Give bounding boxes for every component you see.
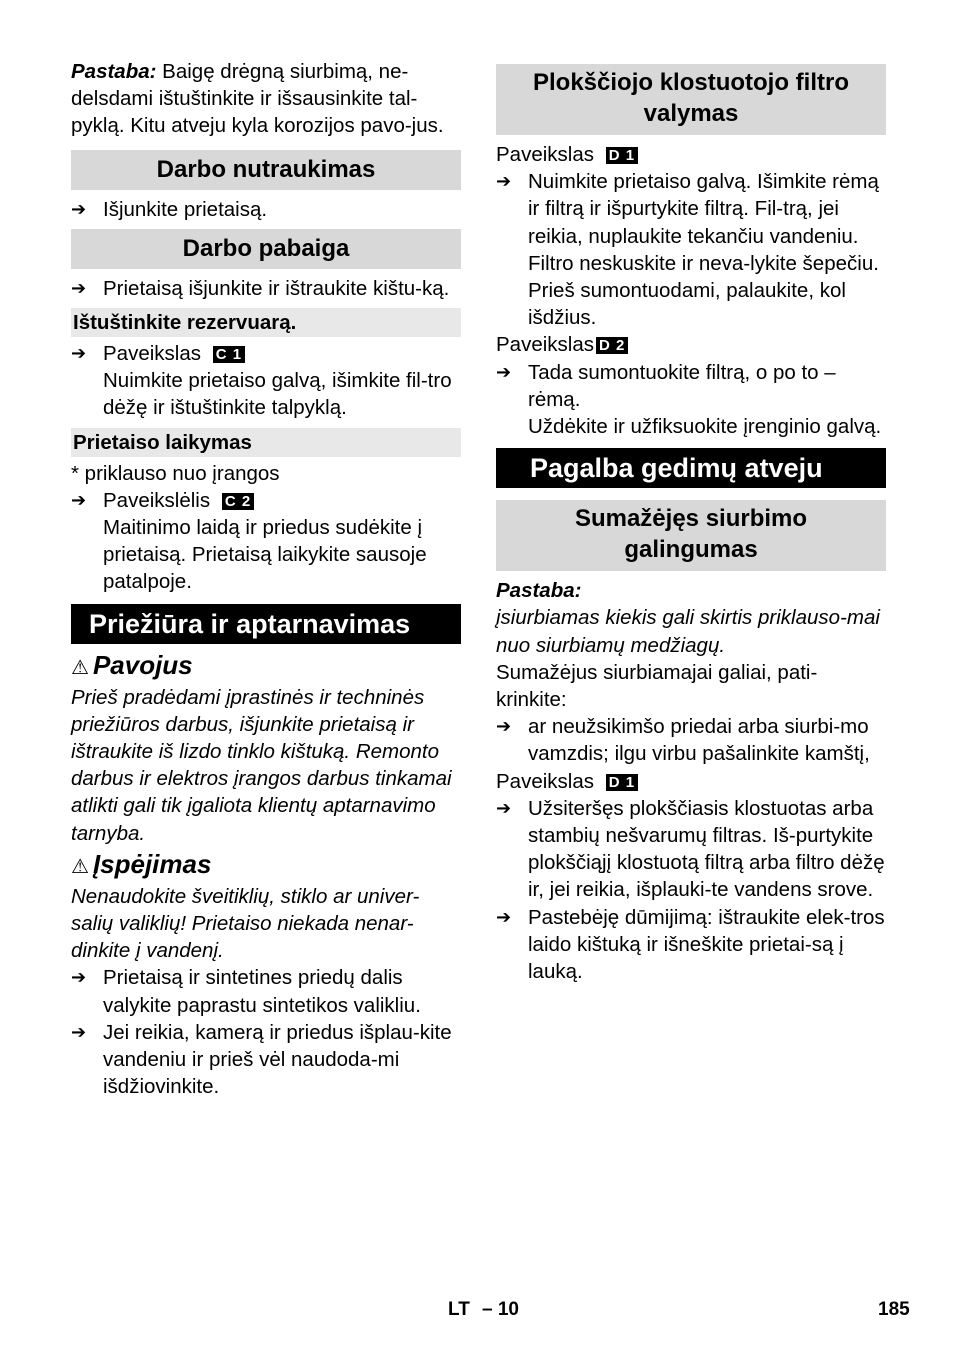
list-item-text: Jei reikia, kamerą ir priedus išplau-kite vandeniu ir prieš vėl naudoda-mi išdžiovinkite. <box>103 1020 452 1099</box>
section-heading-pagalba: Pagalba gedimų atveju <box>496 448 886 488</box>
danger-text: Prieš pradėdami įprastinės ir techninės priežiūros darbus, išjunkite prietaisą ir ištraukite iš lizdo tinklo kištuką. Remonto darbus ir elektros įrangos darbus tinkamai atlikti gali tik įgaliota klientų aptarnavimo tarnyba. <box>71 685 452 845</box>
list-item-text: Pastebėję dūmijimą: ištraukite elek-tros laido kištuką ir išneškite prietai-są į lauką. <box>528 905 885 984</box>
figure-label: Paveikslas <box>496 143 594 166</box>
page-number: 185 <box>878 1299 910 1320</box>
left-column <box>71 58 461 1100</box>
list-item <box>71 964 461 1018</box>
list-item <box>496 713 886 767</box>
note-text: įsiurbiamas kiekis gali skirtis priklauso-mai nuo siurbiamų medžiagų. <box>496 606 880 657</box>
list-item <box>71 1019 461 1101</box>
arrow-right-icon: ➔ <box>496 797 512 818</box>
list-item <box>71 275 461 302</box>
list-item <box>496 168 886 277</box>
warning-triangle-icon: ⚠ <box>71 656 89 679</box>
section-heading-priežiūra: Priežiūra ir aptarnavimas <box>71 604 461 644</box>
body-text: Maitinimo laidą ir priedus sudėkite į prietaisą. Prietaisą laikykite sausoje patalpoje. <box>103 516 427 594</box>
body-text: Uždėkite ir užfiksuokite įrenginio galvą. <box>528 415 882 439</box>
figure-label: Paveikslas <box>103 342 201 366</box>
arrow-right-icon: ➔ <box>496 716 512 737</box>
figure-ref <box>496 331 886 358</box>
note-label: Pastaba: <box>71 60 157 83</box>
list-item-text: ar neužsikimšo priedai arba siurbi-mo vamzdis; ilgu virbu pašalinkite kamštį, <box>528 715 870 766</box>
figure-label: Paveikslėlis <box>103 488 211 512</box>
figure-label: Paveikslas <box>496 333 594 357</box>
list-item <box>496 359 886 413</box>
figure-badge: C 1 <box>213 346 245 363</box>
section-heading-filtro-valymas: Plokščiojo klostuotojo filtro valymas <box>496 64 886 135</box>
list-item <box>71 196 461 223</box>
subheading-istustinkite: Ištuštinkite rezervuarą. <box>71 308 461 337</box>
subheading-prietaiso-laikymas: Prietaiso laikymas <box>71 428 461 457</box>
list-item <box>496 795 886 904</box>
arrow-right-icon: ➔ <box>71 198 87 219</box>
section-heading-darbo-nutraukimas: Darbo nutraukimas <box>71 150 461 190</box>
figure-badge: C 2 <box>222 493 254 510</box>
list-item <box>71 340 461 367</box>
arrow-right-icon: ➔ <box>496 361 512 382</box>
list-item-text: Prietaisą išjunkite ir ištraukite kištu-ką. <box>103 276 450 300</box>
warning-text: Nenaudokite šveitiklių, stiklo ar univer-salių valiklių! Prietaiso niekada nenar-dinkite į vandenį. <box>71 884 420 963</box>
list-item <box>71 487 461 514</box>
right-column <box>496 58 886 985</box>
figure-badge: D 1 <box>606 774 638 791</box>
body-text: Nuimkite prietaiso galvą, išimkite fil-tro dėžę ir ištuštinkite talpyklą. <box>103 369 452 420</box>
footer-local-page: – 10 <box>482 1299 519 1320</box>
figure-ref <box>496 141 886 168</box>
figure-badge: D 1 <box>606 147 638 164</box>
arrow-right-icon: ➔ <box>496 171 512 192</box>
body-text: Sumažėjus siurbiamajai galiai, pati-krinkite: <box>496 660 818 712</box>
list-item-text: Išjunkite prietaisą. <box>103 197 268 221</box>
danger-heading <box>71 650 461 684</box>
section-heading-siurbimo-galingumas: Sumažėjęs siurbimo galingumas <box>496 500 886 571</box>
arrow-right-icon: ➔ <box>71 1021 87 1042</box>
figure-ref <box>496 768 886 795</box>
body-text: Prieš sumontuodami, palaukite, kol išdžius. <box>528 279 846 330</box>
figure-label: Paveikslas <box>496 769 594 793</box>
warning-triangle-icon: ⚠ <box>71 855 89 878</box>
list-item-text: Nuimkite prietaiso galvą. Išimkite rėmą ir filtrą ir išpurtykite filtrą. Fil-trą, jei reikia, nuplaukite tekančiu vandeniu. Filtro neskuskite ir neva-lykite šepečiu. <box>528 170 879 275</box>
arrow-right-icon: ➔ <box>71 343 87 364</box>
footnote: * priklauso nuo įrangos <box>71 461 280 485</box>
note-paragraph <box>71 58 461 140</box>
note-label: Pastaba: <box>496 579 582 603</box>
figure-badge: D 2 <box>596 337 628 354</box>
warning-title: Įspėjimas <box>92 848 212 879</box>
list-item-text: Tada sumontuokite filtrą, o po to – rėmą. <box>528 360 836 411</box>
list-item-text: Prietaisą ir sintetines priedų dalis valykite paprastu sintetikos valikliu. <box>103 966 421 1017</box>
danger-title: Pavojus <box>92 649 193 680</box>
arrow-right-icon: ➔ <box>71 277 87 298</box>
list-item-text: Užsiteršęs plokščiasis klostuotas arba stambių nešvarumų filtras. Iš-purtykite plokščiąjį klostuotą filtrą arba filtro dėžę ir, jei reikia, išplauki-te vandens srove. <box>528 796 885 902</box>
arrow-right-icon: ➔ <box>496 906 512 927</box>
arrow-right-icon: ➔ <box>71 967 87 988</box>
warning-heading <box>71 849 461 883</box>
note-text: Baigę drėgną siurbimą, ne-delsdami ištuštinkite ir išsausinkite tal-pyklą. Kitu atveju kyla korozijos pavo-jus. <box>71 60 444 138</box>
arrow-right-icon: ➔ <box>71 489 87 510</box>
section-heading-darbo-pabaiga: Darbo pabaiga <box>71 229 461 269</box>
footer-lang: LT <box>448 1299 470 1320</box>
list-item <box>496 904 886 986</box>
